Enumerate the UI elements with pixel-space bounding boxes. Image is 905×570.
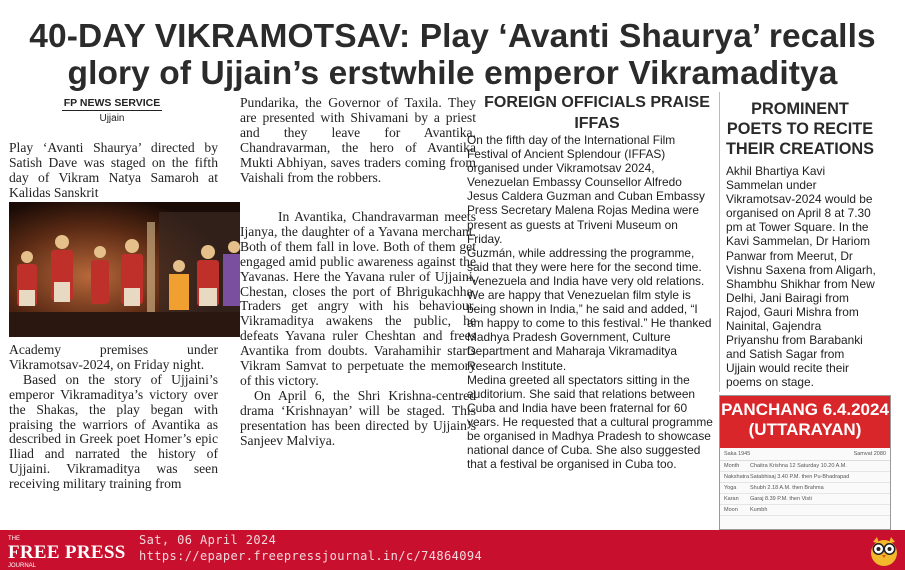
headline-line-1: 40-DAY VIKRAMOTSAV: Play ‘Avanti Shaurya’ recalls <box>29 18 876 55</box>
logo-the: THE <box>8 536 20 542</box>
panchang-samvat: Samvat 2080 <box>853 451 886 457</box>
main-story-col1-p1: Academy premises under Vikramotsav-2024, on Friday night. <box>9 342 218 372</box>
poets-heading: PROMINENT POETS TO RECITE THEIR CREATIONS <box>725 100 875 158</box>
logo-journal: JOURNAL <box>8 563 37 569</box>
panchang-row-key: Karan <box>724 496 739 502</box>
panchang-header <box>720 396 890 448</box>
main-story-col2 <box>240 210 476 449</box>
panchang-row-value: Kumbh <box>750 507 768 513</box>
panchang-row <box>720 483 890 494</box>
footer-date: Sat, 06 April 2024 <box>139 533 277 547</box>
panchang-saka: Saka 1945 <box>724 451 751 457</box>
panchang-row-key: Moon <box>724 507 738 513</box>
byline-place: Ujjain <box>99 113 125 124</box>
owl-mascot-icon <box>868 533 900 567</box>
logo-main: FREE PRESS <box>8 542 126 563</box>
panchang-row-key: Yoga <box>724 485 737 491</box>
byline-rule <box>62 110 162 111</box>
headline-line-2: glory of Ujjain’s erstwhile emperor Vikramaditya <box>67 55 838 92</box>
main-story-col1-bottom <box>9 343 218 492</box>
byline <box>62 97 162 124</box>
panchang-row-key: Month <box>724 463 740 469</box>
panchang-title: PANCHANG 6.4.2024 <box>721 400 889 419</box>
panchang-row <box>720 461 890 472</box>
main-story-col2-top: Pundarika, the Governor of Taxila. They are presented with Shivamani by a priest and they leave for Avantika. Chandravarman, the hero of Avantika Mukti Abhiyan, saves traders coming from Vaishali from the robbers. <box>240 95 476 185</box>
poets-body: Akhil Bhartiya Kavi Sammelan under Vikramotsav-2024 would be organised on April 8 at 7.30 pm at Tower Square. In the Kavi Sammelan, Dr Hariom Panwar from Meerut, Dr Vishnu Saxena from Aligarh, Shambhu Shikhar from New Delhi, Jani Bairagi from Rajod, Gauri Mishra from Nainital, Gajendra Priyanshu from Barabanki and Satish Sagar from Ujjain would recite their poems on stage. <box>726 164 876 390</box>
panchang-row <box>720 494 890 505</box>
foreign-officials-story <box>467 133 713 471</box>
footer-url[interactable]: https://epaper.freepressjournal.in/c/74864094 <box>139 549 483 563</box>
panchang-subtitle: (UTTARAYAN) <box>748 420 862 439</box>
main-story-col1-top: Play ‘Avanti Shaurya’ directed by Satish Dave was staged on the fifth day of Vikram Natya Samaroh at Kalidas Sanskrit <box>9 140 218 200</box>
byline-service: FP NEWS SERVICE <box>63 97 161 109</box>
panchang-row-value: Garaj 8.39 P.M. then Visti <box>750 496 812 502</box>
foreign-officials-heading: FOREIGN OFFICIALS PRAISE IFFAS <box>484 94 710 132</box>
panchang-row-value: Chaitra Krishna 12 Saturday 10.20 A.M. <box>750 463 847 469</box>
panchang-row-value: Satabhisaj 3.40 P.M. then Pu-Bhadrapad <box>750 474 850 480</box>
foreign-officials-p3: Medina greeted all spectators sitting in the auditorium. She said that relations between Cuba and India have been fraternal for 60 years. He requested that a cultural programme be organised in Madhya Pradesh to showcase national dance of Cuba. She also suggested that a festival be organised in Cuba too. <box>467 372 713 472</box>
panchang-row-key: Nakshatra <box>724 474 750 480</box>
stage-play-photo <box>9 202 240 337</box>
main-story-col1-p2: Based on the story of Ujjaini’s emperor Vikramaditya’s victory over the Shakas, the play began with praising the warriors of Avantika as described in Greek poet Homer’s epic Iliad and narrated the history of Ujjaini. Vikramaditya was seen receiving military training from <box>9 371 218 492</box>
foreign-officials-p2: Guzmán, while addressing the programme, said that they were here for the second time. “Venezuela and India have very old relations. We are happy that Venezuelan film style is being shown in India,” he said and added, “I am happy to come to this festival.” He thanked Madhya Pradesh Government, Culture Department and Maharaja Vikramaditya Research Institute. <box>467 245 712 373</box>
main-story-col2-p3: On April 6, the Shri Krishna-centred drama ‘Krishnayan’ will be staged. This presentation has been directed by Ujjain’s Sanjeev Malviya. <box>240 387 476 448</box>
foreign-officials-p1: On the fifth day of the International Film Festival of Ancient Splendour (IFFAS) organised under Vikramotsav 2024, Venezuelan Embassy Counsellor Alfredo Jesus Caldera Guzman and Cuban Embassy Press Secretary Malena Rojas Medina were present as guests at Triveni Museum on Friday. <box>467 133 705 246</box>
free-press-logo[interactable] <box>8 536 132 569</box>
panchang-row <box>720 505 890 516</box>
stage-play-illustration <box>9 202 240 337</box>
panchang-box <box>719 395 891 530</box>
panchang-row-value: Shubh 2.18 A.M. then Brahma <box>750 485 824 491</box>
headline <box>0 18 905 92</box>
main-story-col2-p2: In Avantika, Chandravarman meets Ijanya, the daughter of a Yavana merchant. Both of them fall in love. Both of them get engaged amid public awareness against the Yavanas. Here the Yavana ruler of Ujjaini, Chestan, closes the port of Bhrigukachha. Traders get angry with his behaviour. Vikramaditya awakens the public, he defeats Yavana ruler Cheshtan and frees Avantika from doubts. Varahamihir starts Vikram Samvat to perpetuate the memory of this victory. <box>240 209 476 388</box>
panchang-era-row <box>720 448 890 461</box>
panchang-row <box>720 472 890 483</box>
